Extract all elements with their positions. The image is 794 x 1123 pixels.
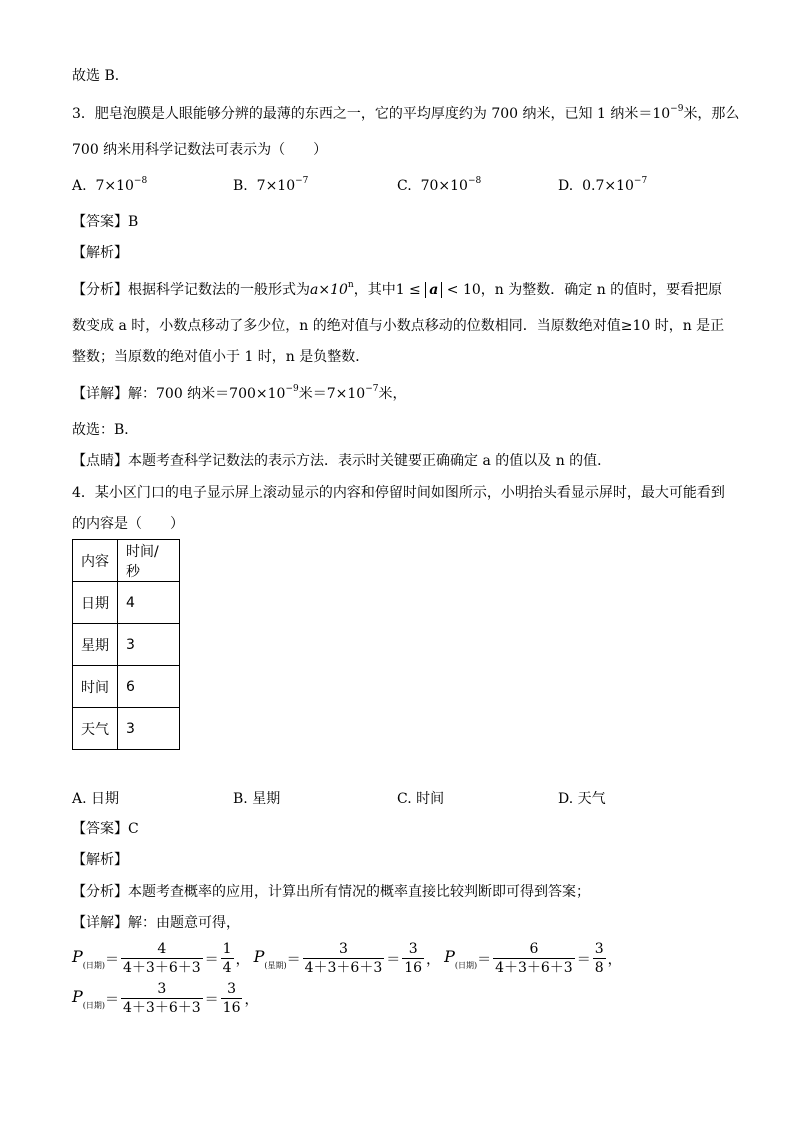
q4-prob-line1: [72, 940, 622, 977]
separator: ，: [426, 951, 441, 968]
q4-option-text: 时间: [416, 791, 445, 807]
q4-table: [72, 539, 180, 750]
xiangjie-text: 米，: [378, 386, 407, 402]
equals-sign: ＝: [386, 951, 401, 968]
fraction: $\frac{3}{4+3+6+3}$: [123, 981, 201, 1016]
xiangjie-exp: −7: [365, 384, 379, 394]
q4-option-letter: B.: [233, 791, 248, 807]
q3-option-letter: C.: [397, 178, 412, 194]
fraction: $\frac{3}{4+3+6+3}$: [304, 941, 383, 976]
q4-stem-line1: 4．某小区门口的电子显示屏上滚动显示的内容和停留时间如图所示，小明抬头看显示屏时，最大可能看到: [72, 485, 725, 501]
table-header-cell: 时间/秒: [118, 540, 180, 582]
fenxi-text: 本题考查概率的应用，计算出所有情况的概率直接比较判断即可得到答案；: [128, 884, 590, 900]
fenxi-range-var: a: [425, 282, 442, 298]
fraction: $\frac{4}{4+3+6+3}$: [123, 941, 201, 976]
table-cell: 天气: [73, 708, 118, 750]
table-row: [73, 666, 180, 708]
table-cell: 星期: [73, 624, 118, 666]
table-header-row: [73, 540, 180, 582]
q4-stem-line2: 的内容是（ ）: [72, 516, 184, 532]
q4-option-text: 星期: [252, 791, 281, 807]
table-cell: 时间: [73, 666, 118, 708]
fenxi-text: ，其中: [353, 282, 396, 298]
prob-term: $P_{(日期)}$: [444, 946, 478, 970]
prev-answer: 故选 B．: [72, 68, 129, 84]
q3-analysis-tag: 【解析】: [72, 245, 128, 261]
q3-option-base: 70×10: [420, 178, 468, 194]
q3-option-letter: A.: [72, 178, 87, 194]
table-row: [73, 582, 180, 624]
q4-option-d[interactable]: [558, 789, 606, 809]
separator: ，: [607, 951, 622, 968]
xiangjie-text: 解：由题意可得，: [128, 915, 240, 931]
q3-option-exp: −8: [133, 176, 148, 186]
table-cell: 3: [118, 624, 180, 666]
q4-option-b[interactable]: [233, 789, 280, 809]
fenxi-tag: 【分析】: [72, 282, 128, 298]
q4-prob-line2: [72, 980, 258, 1017]
table-cell: 4: [118, 582, 180, 624]
q4-answer: [72, 819, 139, 839]
q3-fenxi-line1: [72, 280, 722, 300]
fraction: $\frac{3}{16}$: [404, 941, 423, 976]
answer-tag: 【答案】: [72, 214, 128, 230]
q4-option-text: 日期: [91, 791, 120, 807]
fenxi-range-left: 1 ≤: [395, 282, 421, 298]
q3-option-d[interactable]: [558, 176, 647, 196]
xiangjie-tag: 【详解】: [72, 915, 128, 931]
q4-option-text: 天气: [577, 791, 606, 807]
q3-option-exp: −7: [633, 176, 648, 186]
q4-fenxi: [72, 882, 590, 902]
separator: ，: [244, 991, 259, 1008]
fenxi-tag: 【分析】: [72, 884, 128, 900]
xiangjie-tag: 【详解】: [72, 386, 128, 402]
equals-sign: ＝: [286, 951, 301, 968]
prob-term: $P_{(日期)}$: [72, 986, 106, 1010]
fenxi-text: 根据科学记数法的一般形式为: [128, 282, 310, 298]
fenxi-formula-exp: n: [347, 280, 354, 290]
q4-option-letter: A.: [72, 791, 87, 807]
q4-option-letter: C.: [397, 791, 412, 807]
q3-xiangjie: [72, 384, 406, 404]
q3-option-a[interactable]: [72, 176, 147, 196]
q3-option-letter: B.: [233, 178, 248, 194]
separator: ，: [235, 951, 250, 968]
fraction: $\frac{1}{4}$: [222, 941, 232, 976]
q3-option-base: 7×10: [256, 178, 296, 194]
q4-option-letter: D.: [558, 791, 574, 807]
prob-term: $P_{(星期)}$: [253, 946, 287, 970]
answer-value: B: [128, 214, 139, 230]
fraction: $\frac{3}{16}$: [222, 981, 241, 1016]
table-header-cell: 内容: [73, 540, 118, 582]
q3-option-base: 0.7×10: [582, 178, 634, 194]
q3-option-c[interactable]: [397, 176, 481, 196]
xiangjie-text: 解：700 纳米＝700×10: [128, 386, 286, 402]
q3-option-exp: −8: [467, 176, 482, 186]
equals-sign: ＝: [477, 951, 492, 968]
fenxi-range-right: < 10: [446, 282, 481, 298]
answer-tag: 【答案】: [72, 821, 128, 837]
q3-stem-line2: 700 纳米用科学记数法可表示为（ ）: [72, 142, 328, 158]
q3-option-base: 7×10: [95, 178, 134, 194]
equals-sign: ＝: [576, 951, 591, 968]
q3-fenxi-line2: 数变成 a 时，小数点移动了多少位，n 的绝对值与小数点移动的位数相同．当原数绝对值≥10 时，n 是正: [72, 318, 725, 334]
q3-option-exp: −7: [295, 176, 309, 186]
q3-option-letter: D.: [558, 178, 574, 194]
q3-conclusion: 故选：B．: [72, 422, 139, 438]
q3-stem-exp: −9: [670, 104, 684, 114]
table-cell: 日期: [73, 582, 118, 624]
fraction: $\frac{3}{8}$: [594, 941, 604, 976]
fenxi-text: ，n 为整数．确定 n 的值时，要看把原: [480, 282, 723, 298]
q3-stem-text: 3．肥皂泡膜是人眼能够分辨的最薄的东西之一，它的平均厚度约为 700 纳米，已知 1 纳米＝10: [72, 106, 671, 122]
equals-sign: ＝: [105, 991, 120, 1008]
q4-option-a[interactable]: [72, 789, 119, 809]
xiangjie-exp: −9: [285, 384, 299, 394]
table-row: [73, 624, 180, 666]
q4-xiangjie: [72, 913, 240, 933]
dianjing-tag: 【点睛】: [72, 453, 128, 469]
q3-dianjing: [72, 451, 611, 471]
q3-fenxi-line3: 整数；当原数的绝对值小于 1 时，n 是负整数．: [72, 349, 370, 365]
equals-sign: ＝: [204, 991, 219, 1008]
q3-stem-line1: [72, 104, 739, 124]
q3-stem-end: 米，那么: [683, 106, 740, 122]
prob-term: $P_{(日期)}$: [72, 946, 106, 970]
fraction: $\frac{6}{4+3+6+3}$: [495, 941, 573, 976]
q3-answer: [72, 212, 138, 232]
q4-analysis-tag: 【解析】: [72, 852, 128, 868]
dianjing-text: 本题考查科学记数法的表示方法．表示时关键要正确确定 a 的值以及 n 的值．: [128, 453, 612, 469]
equals-sign: ＝: [105, 951, 120, 968]
q3-option-b[interactable]: [233, 176, 308, 196]
table-row: [73, 708, 180, 750]
answer-value: C: [128, 821, 139, 837]
q4-option-c[interactable]: [397, 789, 444, 809]
table-cell: 6: [118, 666, 180, 708]
xiangjie-text: 米＝7×10: [298, 386, 366, 402]
fenxi-formula: a×10: [310, 282, 348, 298]
equals-sign: ＝: [204, 951, 219, 968]
table-cell: 3: [118, 708, 180, 750]
